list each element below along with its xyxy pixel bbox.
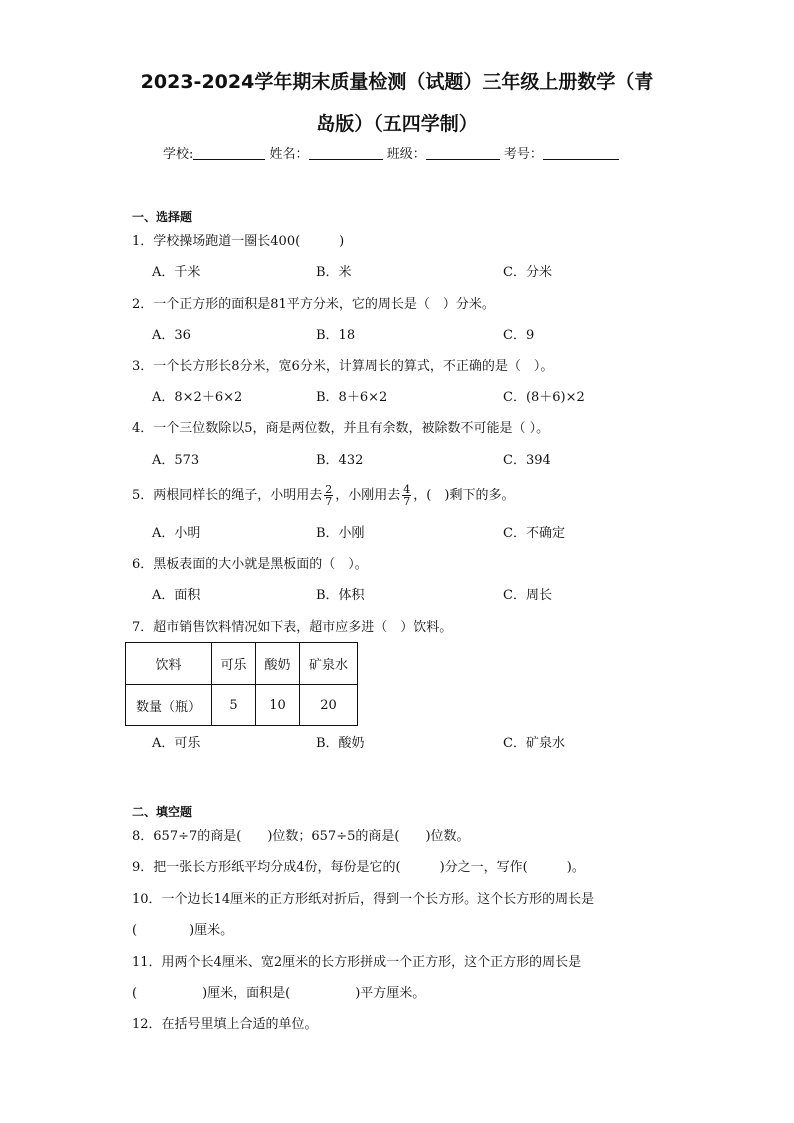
table-cell: 10 [256,685,300,726]
q7-option-b[interactable]: B．酸奶 [316,736,365,751]
q4-option-a[interactable]: A．573 [152,453,200,468]
q7-option-c[interactable]: C．矿泉水 [503,736,565,751]
student-info-fields [163,145,619,164]
q3-option-a[interactable]: A．8×2＋6×2 [152,390,243,405]
q6-option-b[interactable]: B．体积 [316,588,365,603]
question-8: 8．657÷7的商是( )位数；657÷5的商是( )位数。 [132,829,470,844]
fraction-denominator: 7 [403,495,411,508]
question-7: 7．超市销售饮料情况如下表，超市应多进（ ）饮料。 [132,620,453,635]
question-10-continued: ( )厘米。 [132,923,234,938]
q5-text-b: ，小刚用去 [335,488,401,503]
q1-option-c[interactable]: C．分米 [503,265,552,280]
question-12: 12．在括号里填上合适的单位。 [132,1017,318,1032]
table-cell: 数量（瓶） [126,685,212,726]
q3-option-c[interactable]: C．(8＋6)×2 [503,390,585,405]
table-cell: 5 [212,685,256,726]
exam-title-line-2: 岛版）（五四学制） [316,113,478,135]
q2-option-a[interactable]: A．36 [152,328,191,343]
question-11-continued: ( )厘米，面积是( )平方厘米。 [132,986,426,1001]
q5-option-b[interactable]: B．小刚 [316,526,365,541]
table-cell: 饮料 [126,643,212,685]
class-blank[interactable] [426,145,500,160]
table-cell: 20 [300,685,358,726]
drink-sales-table [125,642,358,726]
q7-option-a[interactable]: A．可乐 [152,736,201,751]
section-heading-choice: 一、选择题 [132,210,193,224]
exam-number-blank[interactable] [543,145,619,160]
q4-option-c[interactable]: C．394 [503,453,551,468]
q1-option-a[interactable]: A．千米 [152,265,201,280]
name-blank[interactable] [309,145,383,160]
table-cell: 酸奶 [256,643,300,685]
name-label: 姓名： [269,147,309,162]
q5-option-c[interactable]: C．不确定 [503,526,565,541]
q6-option-c[interactable]: C．周长 [503,588,552,603]
q2-option-b[interactable]: B．18 [316,328,356,343]
question-10: 10．一个边长14厘米的正方形纸对折后，得到一个长方形。这个长方形的周长是 [132,892,595,907]
q5-text-c: ，( )剩下的多。 [413,488,515,503]
class-label: 班级： [386,147,426,162]
fraction-denominator: 7 [325,495,333,508]
q5-text-a: 5．两根同样长的绳子，小明用去 [132,488,323,503]
question-6: 6．黑板表面的大小就是黑板面的（ ）。 [132,557,368,572]
question-9: 9．把一张长方形纸平均分成4份，每份是它的( )分之一，写作( )。 [132,860,585,875]
table-cell: 矿泉水 [300,643,358,685]
table-cell: 可乐 [212,643,256,685]
question-2: 2．一个正方形的面积是81平方分米，它的周长是（ ）分米。 [132,297,495,312]
section-heading-fill-blank: 二、填空题 [132,805,193,819]
school-label: 学校: [163,147,194,162]
fraction-four-sevenths [402,484,411,507]
q2-option-c[interactable]: C．9 [503,328,535,343]
fraction-two-sevenths [324,484,333,507]
table-header-row [126,643,358,685]
question-5 [132,484,514,507]
q4-option-b[interactable]: B．432 [316,453,364,468]
question-11: 11．用两个长4厘米、宽2厘米的长方形拼成一个正方形，这个正方形的周长是 [132,955,582,970]
question-3: 3．一个长方形长8分米，宽6分米，计算周长的算式，不正确的是（ ）。 [132,359,554,374]
table-row [126,685,358,726]
fraction-numerator: 2 [325,483,333,496]
question-4: 4．一个三位数除以5，商是两位数，并且有余数，被除数不可能是（ ）。 [132,421,550,436]
fraction-numerator: 4 [403,483,411,496]
exam-number-label: 考号： [503,147,543,162]
school-blank[interactable] [193,145,265,160]
q6-option-a[interactable]: A．面积 [152,588,201,603]
question-1: 1．学校操场跑道一圈长400( ) [132,234,345,249]
q3-option-b[interactable]: B．8＋6×2 [316,390,388,405]
q1-option-b[interactable]: B．米 [316,265,352,280]
q5-option-a[interactable]: A．小明 [152,526,201,541]
exam-title-line-1: 2023-2024学年期末质量检测（试题）三年级上册数学（青 [140,71,654,93]
